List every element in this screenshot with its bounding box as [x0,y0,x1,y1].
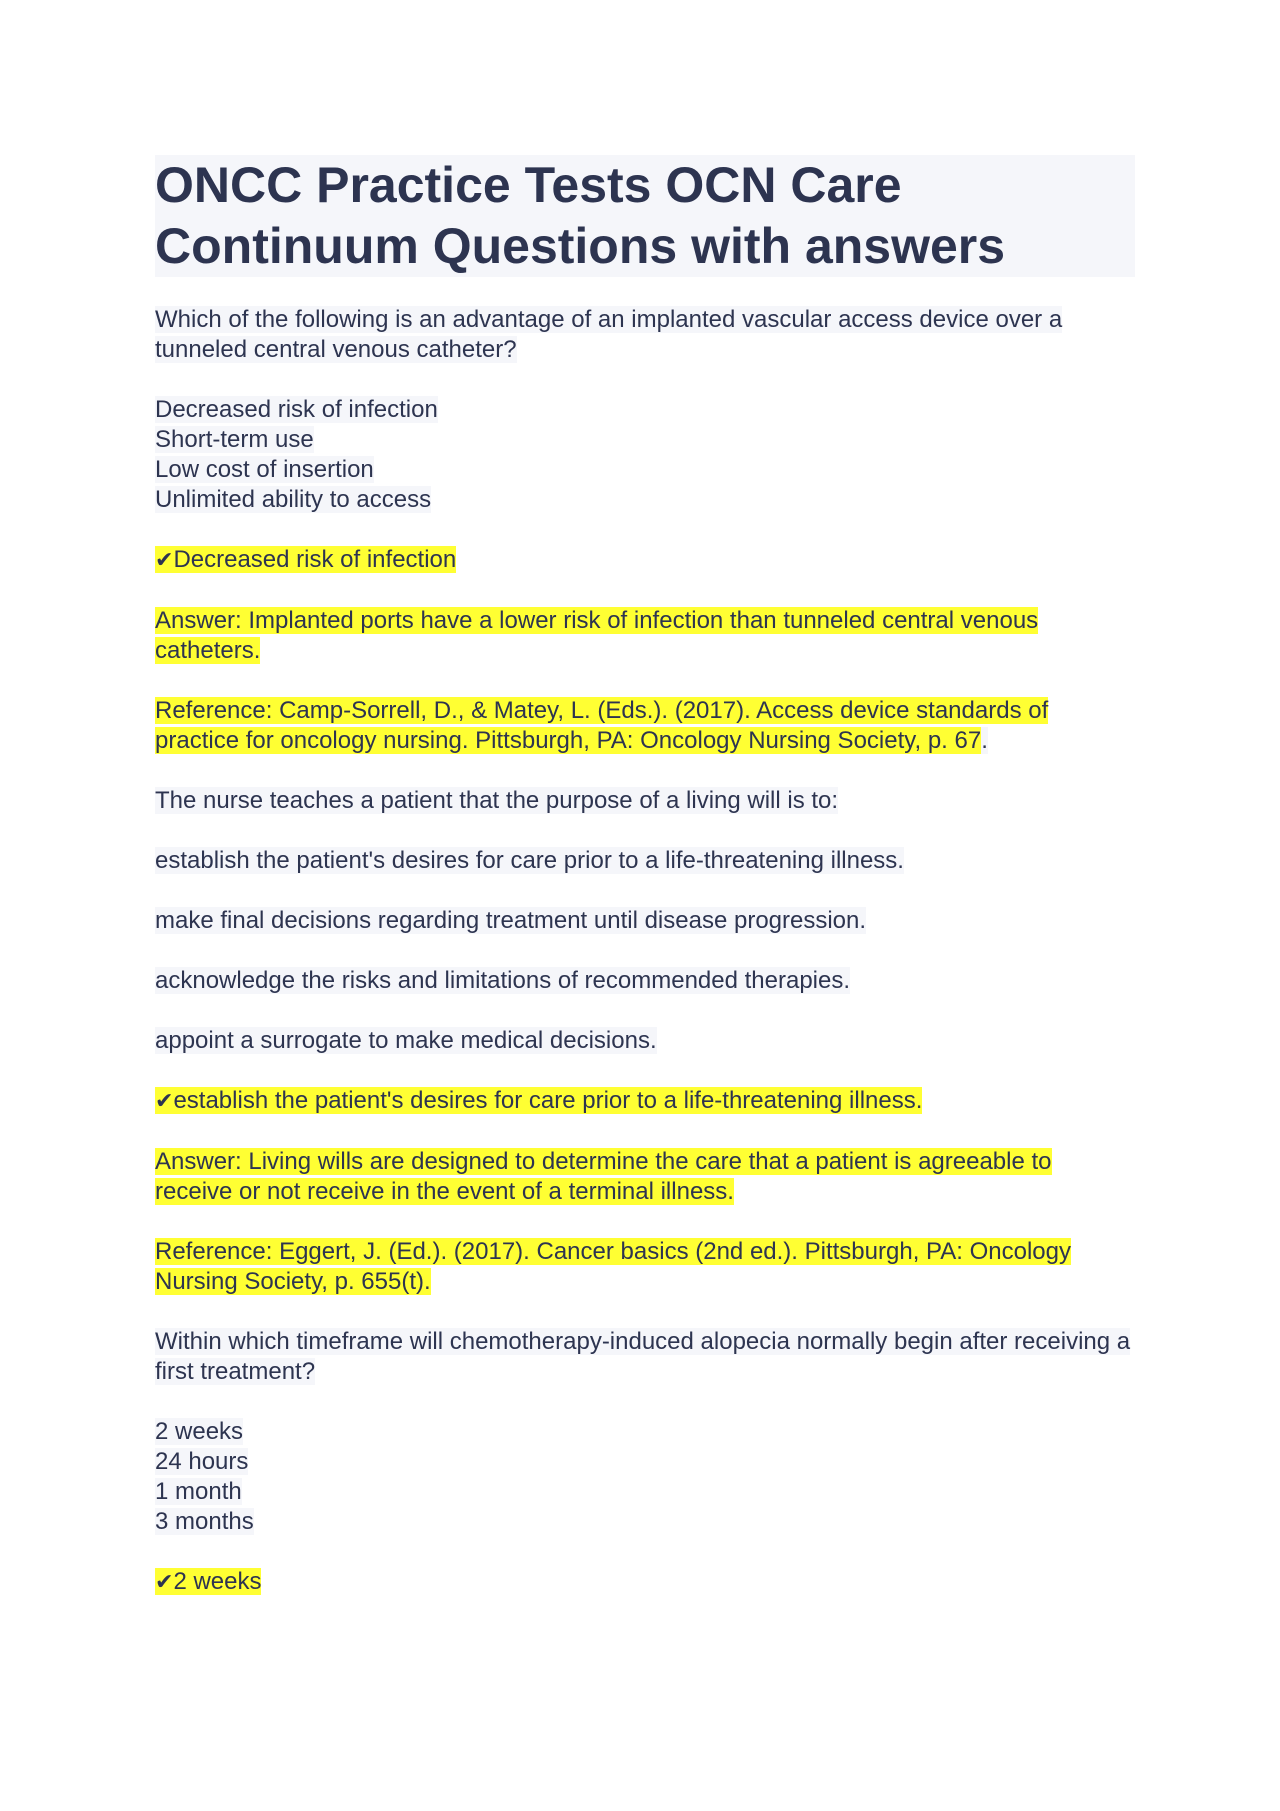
option-item: Unlimited ability to access [155,486,432,513]
answer-explanation: Answer: Living wills are designed to determine the care that a patient is agreeable to receive or not receive in the event of a terminal illness. [155,1148,1052,1205]
question-text: Within which timeframe will chemotherapy-induced alopecia normally begin after receiving a first treatment? [155,1328,1131,1385]
question-block-1 [155,305,1135,756]
option-item: acknowledge the risks and limitations of recommended therapies. [155,967,851,994]
option-item: 2 weeks [155,1418,244,1445]
option-item: Low cost of insertion [155,456,374,483]
question-block-2 [155,786,1135,1297]
option-item: 24 hours [155,1448,249,1475]
option-item: 1 month [155,1478,242,1505]
reference-text: Reference: Camp-Sorrell, D., & Matey, L. (Eds.). (2017). Access device standards of practice for oncology nursing. Pittsburgh, PA: Oncology Nursing Society, p. 67. [155,697,1049,754]
option-item: appoint a surrogate to make medical decisions. [155,1027,657,1054]
option-item: establish the patient's desires for care prior to a life-threatening illness. [155,847,904,874]
option-item: Decreased risk of infection [155,396,438,423]
option-item: make final decisions regarding treatment until disease progression. [155,907,867,934]
correct-answer: ✔establish the patient's desires for care prior to a life-threatening illness. [155,1087,923,1114]
document-page [155,155,1135,1628]
document-title: ONCC Practice Tests OCN Care Continuum Questions with answers [155,155,1135,277]
reference-text: Reference: Eggert, J. (Ed.). (2017). Cancer basics (2nd ed.). Pittsburgh, PA: Oncology Nursing Society, p. 655(t). [155,1238,1071,1295]
question-block-3 [155,1327,1135,1598]
option-item: Short-term use [155,426,314,453]
check-icon: ✔ [155,1089,174,1114]
option-list [155,1417,1135,1537]
option-item: 3 months [155,1508,254,1535]
correct-answer: ✔Decreased risk of infection [155,546,457,573]
correct-answer: ✔2 weeks [155,1568,262,1595]
question-text: The nurse teaches a patient that the purpose of a living will is to: [155,787,839,814]
option-list [155,395,1135,515]
check-icon: ✔ [155,548,174,573]
check-icon: ✔ [155,1570,174,1595]
question-text: Which of the following is an advantage of an implanted vascular access device over a tunneled central venous catheter? [155,306,1063,363]
answer-explanation: Answer: Implanted ports have a lower risk of infection than tunneled central venous catheters. [155,607,1039,664]
